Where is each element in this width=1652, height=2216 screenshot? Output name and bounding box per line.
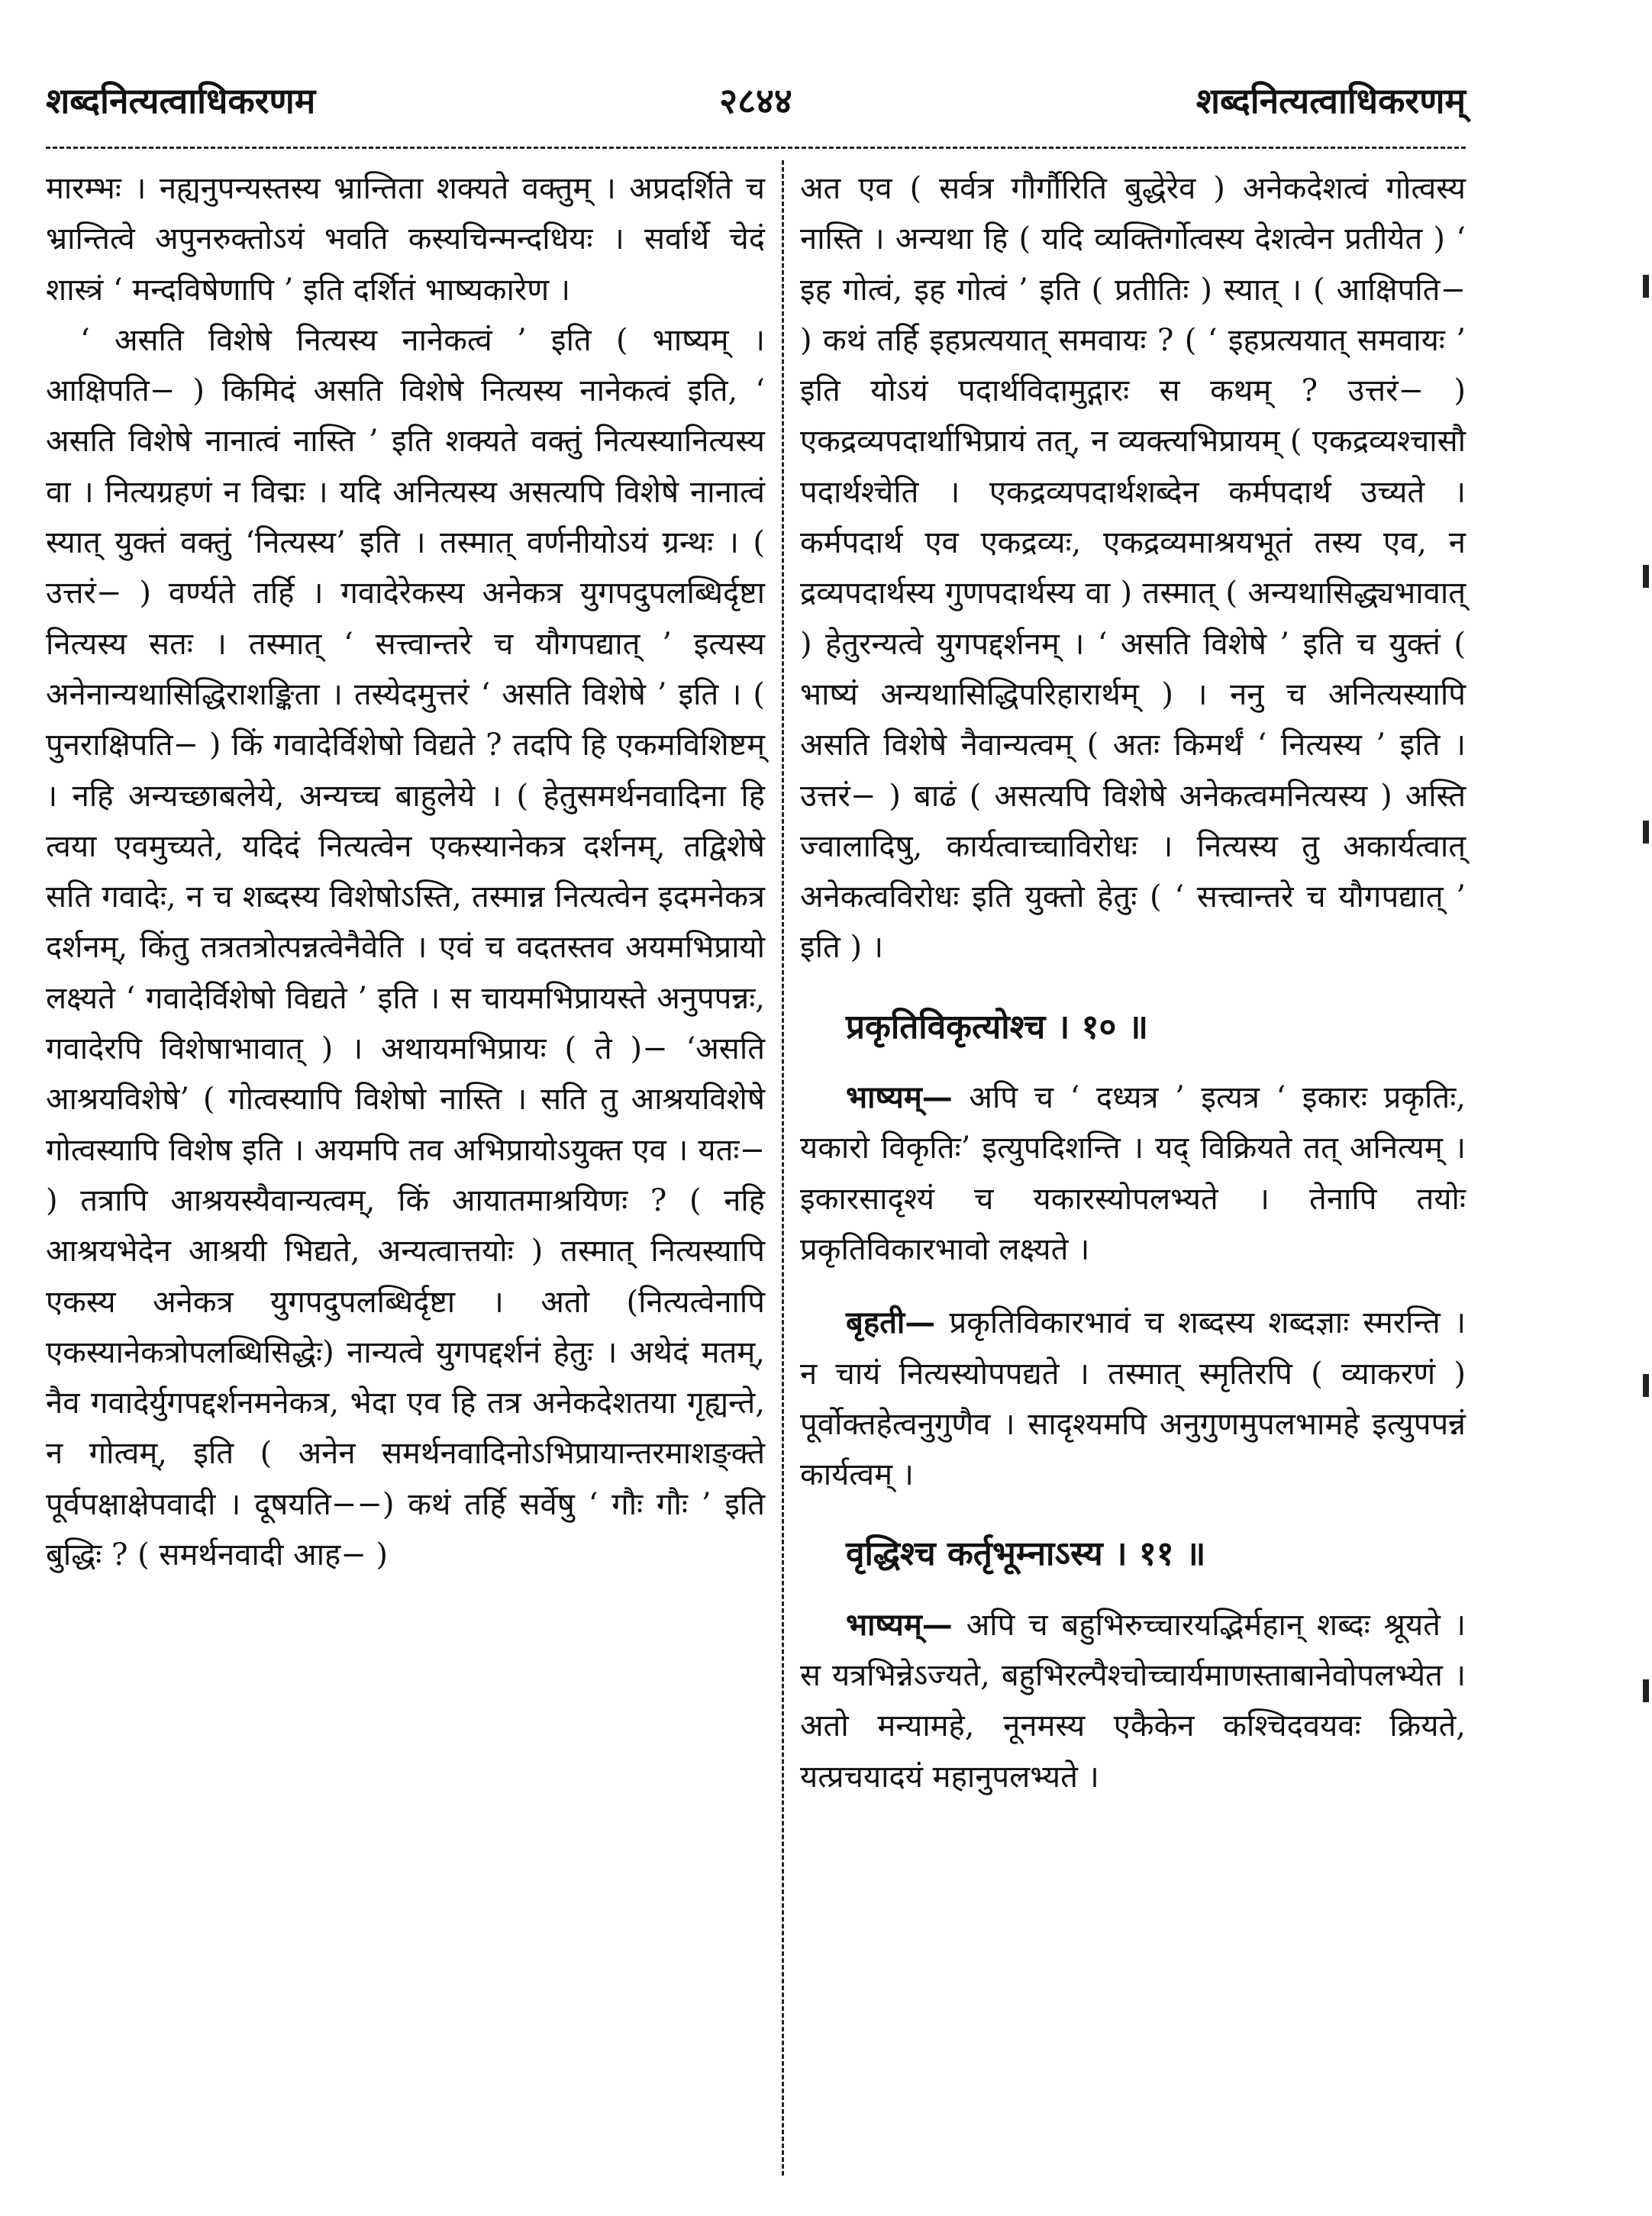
scan-edge-mark <box>1643 1679 1649 1702</box>
header-rule <box>46 147 1466 149</box>
column-divider <box>782 160 784 2176</box>
bhashya-10-label: भाष्यम्— <box>846 1079 953 1116</box>
bhashya-11 <box>800 1600 1466 1802</box>
brihati-10-text: प्रकृतिविकारभावं च शब्दस्य शब्दज्ञाः स्मरन्ति । न चायं नित्यस्योपपद्यते । तस्मात् स्मृतिरपि ( व्याकरणं ) पूर्वोक्तहेत्वनुगुणैव । सादृश्यमपि अनुगुणमुपलभामहे इत्युपपन्नं कार्यत्वम् । <box>800 1305 1466 1493</box>
scan-edge-mark <box>1643 275 1649 298</box>
bhashya-11-label: भाष्यम्— <box>846 1606 953 1643</box>
sutra-11-heading: वृद्धिश्च कर्तृभूम्नाऽस्य । ११ ॥ <box>846 1534 1206 1574</box>
bhashya-10-text: अपि च ‘ दध्यत्र ’ इत्यत्र ‘ इकारः प्रकृतिः, यकारो विकृतिः’ इत्युपदिशन्ति । यद् विक्रियते तत् अनित्यम् । इकारसादृश्यं च यकारस्योपलभ्यते । तेनापि तयोः प्रकृतिविकारभावो लक्ष्यते । <box>800 1080 1466 1267</box>
header-title-left: शब्दनित्यत्वाधिकरणम <box>46 80 316 121</box>
page-number: २८४४ <box>719 80 792 121</box>
running-header <box>46 67 1466 136</box>
left-column <box>46 163 765 1580</box>
scan-edge-mark <box>1643 565 1649 588</box>
brihati-10-label: बृहती— <box>846 1305 936 1341</box>
brihati-10 <box>800 1298 1466 1500</box>
left-paragraph-2: ‘ असति विशेषे नित्यस्य नानेकत्वं ’ इति ( भाष्यम् । आक्षिपति− ) किमिदं असति विशेषे नित्यस्य नानेकत्वं इति, ‘ असति विशेषे नानात्वं नास्ति ’ इति शक्यते वक्तुं नित्यस्यानित्यस्य वा । नित्यग्रहणं न विद्मः । यदि अनित्यस्य असत्यपि विशेषे नानात्वं स्यात् युक्तं वक्तुं ‘नित्यस्य’ इति । तस्मात् वर्णनीयोऽयं ग्रन्थः । ( उत्तरं− ) वर्ण्यते तर्हि । गवादेरेकस्य अनेकत्र युगपदुपलब्धिर्दृष्टा नित्यस्य सतः । तस्मात् ‘ सत्त्वान्तरे च यौगपद्यात् ’ इत्यस्य अनेनान्यथासिद्धिराशङ्किता । तस्येदमुत्तरं ‘ असति विशेषे ’ इति । ( पुनराक्षिपति− ) किं गवादेर्विशेषो विद्यते ? तदपि हि एकमविशिष्टम् । नहि अन्यच्छाबलेये, अन्यच्च बाहुलेये । ( हेतुसमर्थनवादिना हि त्वया एवमुच्यते, यदिदं नित्यत्वेन एकस्यानेकत्र दर्शनम्, तद्विशेषे सति गवादेः, न च शब्दस्य विशेषोऽस्ति, तस्मान्न नित्यत्वेन इदमनेकत्र दर्शनम्, किंतु तत्रतत्रोत्पन्नत्वेनैवेति । एवं च वदतस्तव अयमभिप्रायो लक्ष्यते ‘ गवादेर्विशेषो विद्यते ’ इति । स चायमभिप्रायस्ते अनुपपन्नः, गवादेरपि विशेषाभावात् ) । अथायमभिप्रायः ( ते )− ‘असति आश्रयविशेषे’ ( गोत्वस्यापि विशेषो नास्ति । सति तु आश्रयविशेषे गोत्वस्यापि विशेष इति । अयमपि तव अभिप्रायोऽयुक्त एव । यतः− ) तत्रापि आश्रयस्यैवान्यत्वम्, किं आयातमाश्रयिणः ? ( नहि आश्रयभेदेन आश्रयी भिद्यते, अन्यत्वात्तयोः ) तस्मात् नित्यस्यापि एकस्य अनेकत्र युगपदुपलब्धिर्दृष्टा । अतो (नित्यत्वेनापि एकस्यानेकत्रोपलब्धिसिद्धेः) नान्यत्वे युगपद्दर्शनं हेतुः । अथेदं मतम्, नैव गवादेर्युगपद्दर्शनमनेकत्र, भेदा एव हि तत्र अनेकदेशतया गृह्यन्ते, न गोत्वम्, इति ( अनेन समर्थनवादिनोऽभिप्रायान्तरमाशङ्क्ते पूर्वपक्षाक्षेपवादी । दूषयति−−) कथं तर्हि सर्वेषु ‘ गौः गौः ’ इति बुद्धिः ? ( समर्थनवादी आह− ) <box>46 322 765 1573</box>
scan-edge-mark <box>1643 821 1649 843</box>
sutra-10-heading: प्रकृतिविकृत्योश्च । १० ॥ <box>846 1007 1149 1047</box>
header-title-right: शब्दनित्यत्वाधिकरणम् <box>1195 80 1466 121</box>
scan-edge-mark <box>1643 1374 1649 1397</box>
bhashya-10 <box>800 1073 1466 1275</box>
right-column <box>800 163 1466 1808</box>
right-opening-paragraph: अत एव ( सर्वत्र गौर्गौरिति बुद्धेरेव ) अनेकदेशत्वं गोत्वस्य नास्ति । अन्यथा हि ( यदि व्यक्तिर्गोत्वस्य देशत्वेन प्रतीयेत ) ‘ इह गोत्वं, इह गोत्वं ’ इति ( प्रतीतिः ) स्यात् । ( आक्षिपति− ) कथं तर्हि इहप्रत्ययात् समवायः ? ( ‘ इहप्रत्ययात् समवायः ’ इति योऽयं पदार्थविदामुद्गारः स कथम् ? उत्तरं− ) एकद्रव्यपदार्थाभिप्रायं तत्, न व्यक्त्यभिप्रायम् ( एकद्रव्यश्चासौ पदार्थश्चेति । एकद्रव्यपदार्थशब्देन कर्मपदार्थ उच्यते । कर्मपदार्थ एव एकद्रव्यः, एकद्रव्यमाश्रयभूतं तस्य एव, न द्रव्यपदार्थस्य गुणपदार्थस्य वा ) तस्मात् ( अन्यथासिद्ध्यभावात् ) हेतुरन्यत्वे युगपद्दर्शनम् । ‘ असति विशेषे ’ इति च युक्तं ( भाष्यं अन्यथासिद्धिपरिहारार्थम् ) । ननु च अनित्यस्यापि असति विशेषे नैवान्यत्वम् ( अतः किमर्थं ‘ नित्यस्य ’ इति । उत्तरं− ) बाढं ( असत्यपि विशेषे अनेकत्वमनित्यस्य ) अस्ति ज्वालादिषु, कार्यत्वाच्चाविरोधः । नित्यस्य तु अकार्यत्वात् अनेकत्वविरोधः इति युक्तो हेतुः ( ‘ सत्त्वान्तरे च यौगपद्यात् ’ इति ) । <box>800 171 1466 966</box>
left-paragraph-1: मारम्भः । नह्यनुपन्यस्तस्य भ्रान्तिता शक्यते वक्तुम् । अप्रदर्शिते च भ्रान्तित्वे अपुनरुक्तोऽयं भवति कस्यचिन्मन्दधियः । सर्वार्थे चेदं शास्त्रं ‘ मन्दविषेणापि ’ इति दर्शितं भाष्यकारेण । <box>46 171 765 308</box>
bhashya-11-text: अपि च बहुभिरुच्चारयद्भिर्महान् शब्दः श्रूयते । स यत्रभिन्नेऽज्यते, बहुभिरल्पैश्चोच्चार्यमाणस्ताबानेवोपलभ्येत । अतो मन्यामहे, नूनमस्य एकैकेन कश्चिदवयवः क्रियते, यत्प्रचयादयं महानुपलभ्यते । <box>800 1607 1466 1795</box>
